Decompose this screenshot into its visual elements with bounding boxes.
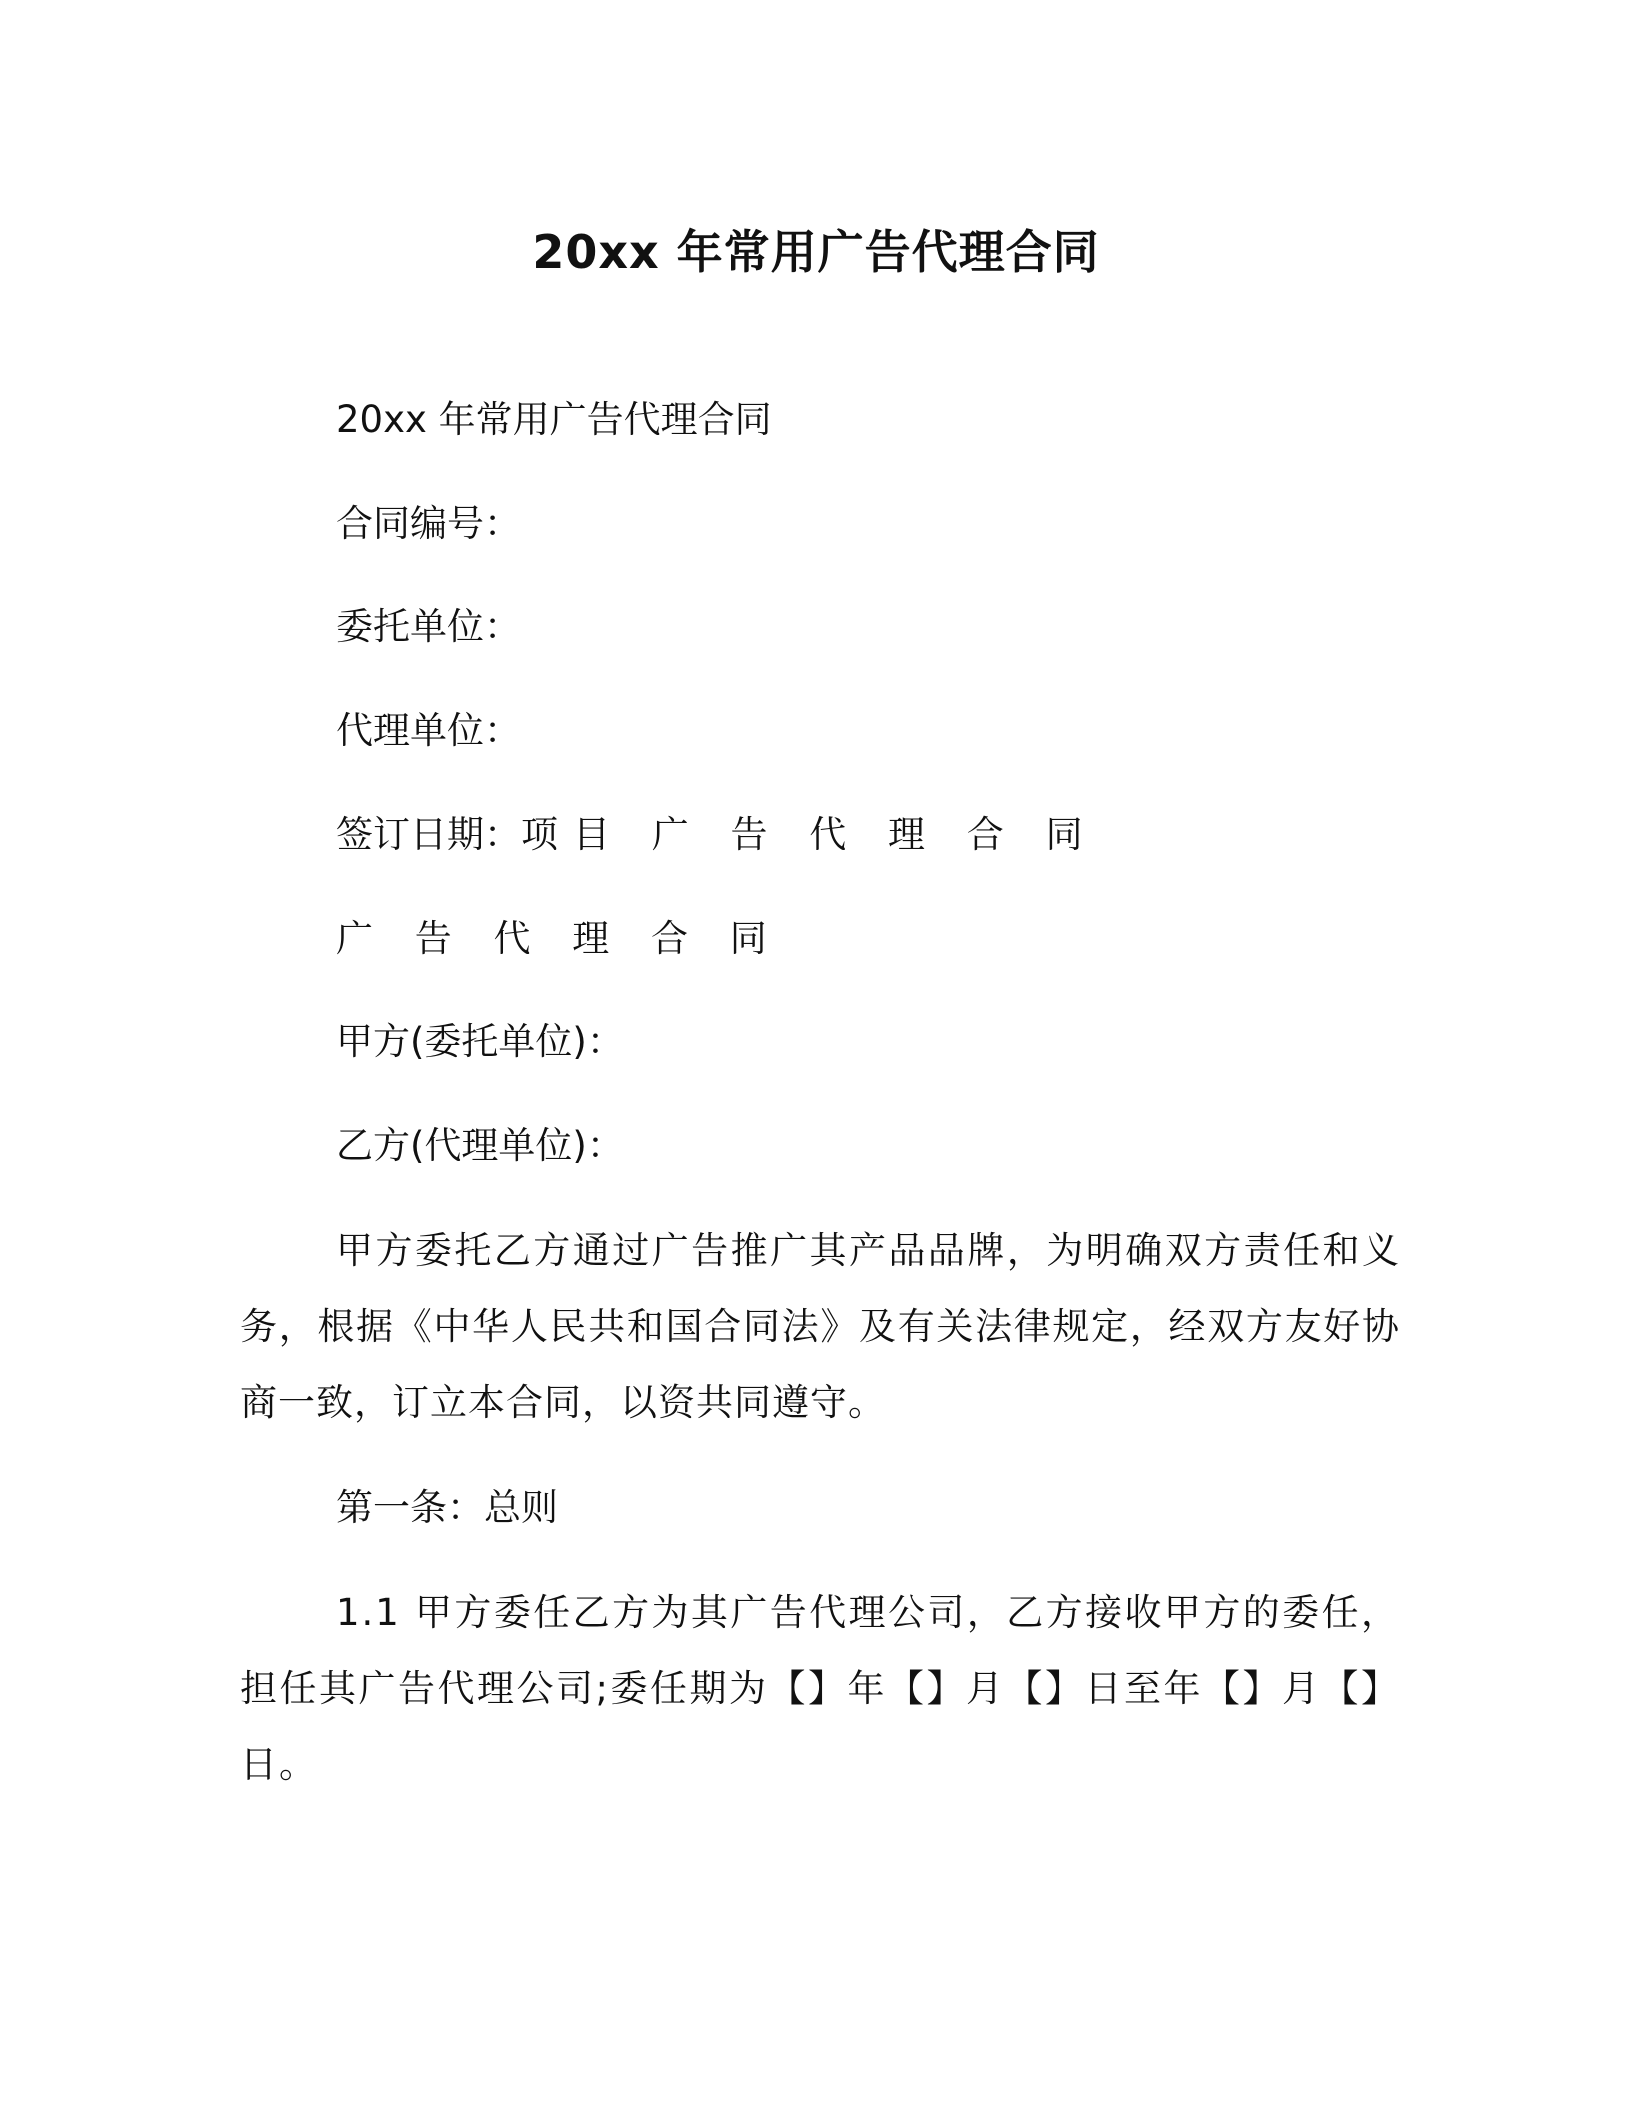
party-a-label: 甲方(委托单位)： <box>336 1020 624 1063</box>
preamble-paragraph: 甲方委托乙方通过广告推广其产品品牌，为明确双方责任和义务，根据《中华人民共和国合同法》及有关法律规定，经双方友好协商一致，订立本合同，以资共同遵守。 <box>240 1229 1400 1424</box>
contract-heading: 广 告 代 理 合 同 <box>336 917 782 960</box>
contract-number-label: 合同编号： <box>336 502 521 545</box>
document-title: 20xx 年常用广告代理合同 <box>532 225 1100 279</box>
signing-date-row <box>336 810 1098 860</box>
client-unit-label: 委托单位： <box>336 605 521 648</box>
clause-1-1-paragraph: 1.1 甲方委任乙方为其广告代理公司，乙方接收甲方的委任，担任其广告代理公司;委任期为【】年【】月【】日至年【】月【】日。 <box>240 1591 1400 1786</box>
signing-date-label: 签订日期： <box>336 813 521 856</box>
subtitle-line: 20xx 年常用广告代理合同 <box>336 398 772 441</box>
agent-unit-label: 代理单位： <box>336 709 521 752</box>
article-1-heading: 第一条：总则 <box>336 1486 558 1529</box>
party-b-label: 乙方(代理单位)： <box>336 1124 624 1167</box>
project-title: 项目 广 告 代 理 合 同 <box>521 813 1098 856</box>
